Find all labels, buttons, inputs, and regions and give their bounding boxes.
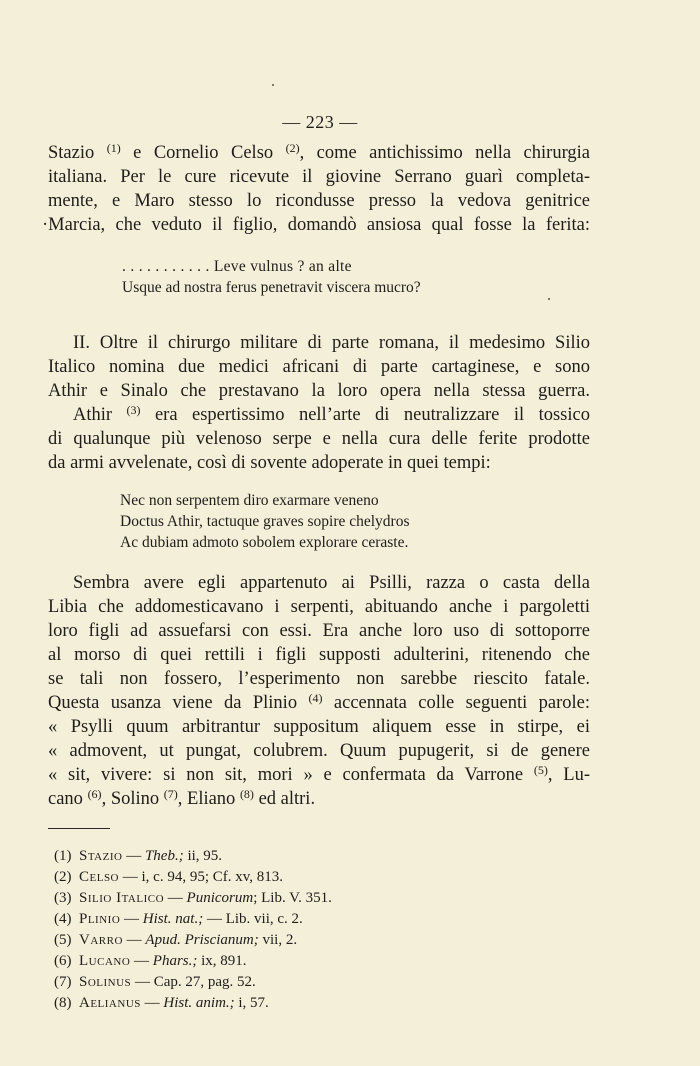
paragraph-4-line: « admovent, ut pungat, colubrem. Quum pupugerit, si de genere — [48, 741, 590, 761]
paragraph-4-line: « Psylli quum arbitrantur suppositum aliquem esse in stirpe, ei — [48, 717, 590, 737]
paragraph-2-line: Athir e Sinalo che prestavano la loro opera nella stessa guerra. — [48, 381, 590, 401]
print-speck — [548, 298, 550, 300]
footnote: (6) Lucano — Phars.; ix, 891. — [54, 953, 247, 969]
footnote: (7) Solinus — Cap. 27, pag. 52. — [54, 974, 256, 990]
footnote: (2) Celso — i, c. 94, 95; Cf. xv, 813. — [54, 869, 284, 885]
verse-line: Nec non serpentem diro exarmare veneno — [120, 492, 379, 509]
paragraph-4-line: Libia che addomesticavano i serpenti, abituando anche i pargoletti — [48, 597, 590, 617]
paragraph-4-line: cano $^{(6)}$, Solino $^{(7)}$, Eliano $^{(8)}$ ed altri. — [48, 787, 316, 809]
footnote-divider — [48, 828, 110, 829]
print-speck — [272, 84, 274, 86]
footnote: (8) Aelianus — Hist. anim.; i, 57. — [54, 995, 269, 1011]
verse-line: . . . . . . . . . . . Leve vulnus ? an alte — [122, 258, 352, 275]
verse-line: Doctus Athir, tactuque graves sopire chelydros — [120, 513, 410, 530]
verse-line: Ac dubiam admoto sobolem explorare ceraste. — [120, 534, 409, 551]
paragraph-1-line: ·Marcia, che veduto il figlio, domandò ansiosa qual fosse la ferita: — [42, 215, 590, 235]
paragraph-4-line: se tali non fossero, l’esperimento non sarebbe riescito fatale. — [48, 669, 590, 689]
paragraph-4-line: Sembra avere egli appartenuto ai Psilli, razza o casta della — [73, 573, 590, 593]
paragraph-2-line: Italico nomina due medici africani di parte cartaginese, e sono — [48, 357, 590, 377]
paragraph-3-line: da armi avvelenate, così di sovente adoperate in quei tempi: — [48, 453, 491, 473]
footnote: (3) Silio Italico — Punicorum; Lib. V. 351. — [54, 890, 332, 906]
paragraph-4-line: « sit, vivere: si non sit, mori » e confermata da Varrone $^{(5)}$, Lu- — [48, 763, 590, 785]
footnote: (4) Plinio — Hist. nat.; — Lib. vii, c. 2. — [54, 911, 303, 927]
paragraph-1-line: mente, e Maro stesso lo ricondusse presso la vedova genitrice — [48, 191, 590, 211]
paragraph-3-line: Athir $^{(3)}$ era espertissimo nell’arte di neutralizzare il tossico — [73, 403, 590, 425]
paragraph-4-line: loro figli ad assuefarsi con essi. Era anche loro uso di sottoporre — [48, 621, 590, 641]
paragraph-4-line: al morso di quei rettili i figli supposti adulterini, ritenendo che — [48, 645, 590, 665]
page-number: — 223 — — [282, 112, 358, 132]
footnote: (1) Stazio — Theb.; ii, 95. — [54, 848, 223, 864]
verse-line: Usque ad nostra ferus penetravit viscera mucro? — [122, 279, 421, 296]
paragraph-4-line: Questa usanza viene da Plinio $^{(4)}$ accennata colle seguenti parole: — [48, 691, 591, 713]
paragraph-2-line: II. Oltre il chirurgo militare di parte romana, il medesimo Silio — [73, 333, 590, 353]
paragraph-1-line: italiana. Per le cure ricevute il giovine Serrano guarì completa- — [48, 167, 590, 187]
footnote: (5) Varro — Apud. Priscianum; vii, 2. — [54, 932, 298, 948]
paragraph-1-line: Stazio $^{(1)}$ e Cornelio Celso $^{(2)}$, come antichissimo nella chirurgia — [48, 141, 590, 163]
paragraph-3-line: di qualunque più velenoso serpe e nella cura delle ferite prodotte — [48, 429, 590, 449]
